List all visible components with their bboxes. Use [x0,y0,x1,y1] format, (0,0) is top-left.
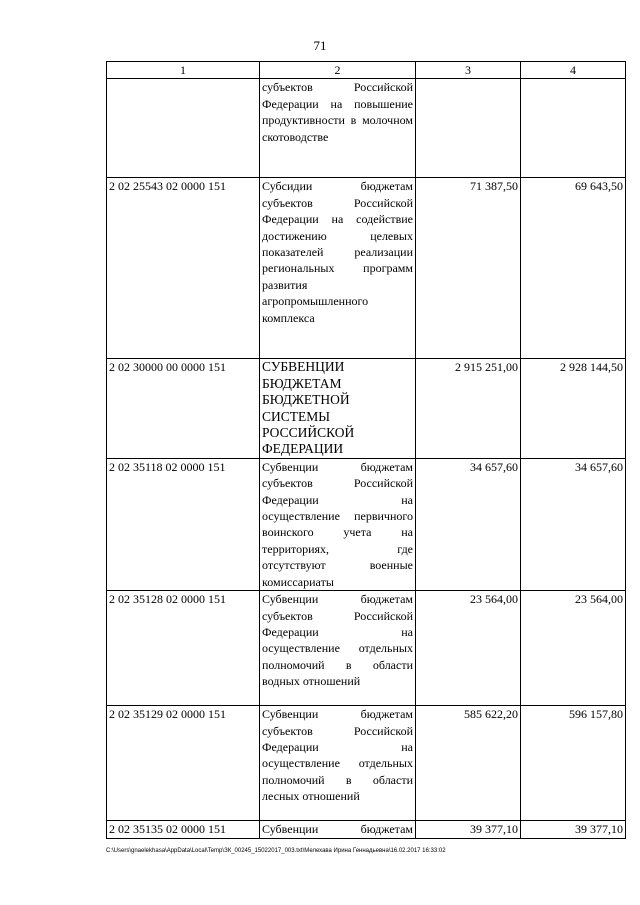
row-code: 2 02 30000 00 0000 151 [107,359,260,458]
row-code: 2 02 35118 02 0000 151 [107,458,260,590]
row-value-col4: 23 564,00 [521,591,626,706]
row-value-col4: 596 157,80 [521,706,626,821]
row-code [107,79,260,178]
row-description: Субвенции бюджетам субъектов Российской Федерации на осуществление первичного воинского учета на территориях, где отсутствуют военные комиссариаты [260,458,416,590]
row-value-col4: 39 377,10 [521,821,626,838]
row-value-col3: 2 915 251,00 [416,359,521,458]
table-row [107,359,626,458]
file-path-footer: C:\Users\gnaelekhasa\AppData\Local\Temp\ЗК_00245_15022017_003.txt\Мелехава Ирина Геннадьевна\16.02.2017 16:33:02 [106,848,446,854]
row-description: Субсидии бюджетам субъектов Российской Федерации на содействие достижению целевых показателей реализации региональных программ развития агропромышленного комплекса [260,178,416,359]
row-code: 2 02 35135 02 0000 151 [107,821,260,838]
row-description: Субвенции бюджетам субъектов Российской Федерации на осуществление отдельных полномочий в области лесных отношений [260,706,416,821]
row-value-col3: 585 622,20 [416,706,521,821]
row-value-col4: 69 643,50 [521,178,626,359]
row-value-col4 [521,79,626,178]
row-code: 2 02 25543 02 0000 151 [107,178,260,359]
row-value-col3 [416,79,521,178]
table-row [107,591,626,706]
row-value-col4: 2 928 144,50 [521,359,626,458]
row-value-col3: 34 657,60 [416,458,521,590]
row-description: СУБВЕНЦИИ БЮДЖЕТАМ БЮДЖЕТНОЙ СИСТЕМЫ РОССИЙСКОЙ ФЕДЕРАЦИИ [260,359,416,458]
row-description: Субвенции бюджетам субъектов Российской Федерации на осуществление отдельных полномочий в области водных отношений [260,591,416,706]
table-row [107,79,626,178]
column-header-4: 4 [521,62,626,79]
row-code: 2 02 35129 02 0000 151 [107,706,260,821]
row-value-col4: 34 657,60 [521,458,626,590]
column-header-3: 3 [416,62,521,79]
page-number: 71 [313,38,327,53]
column-header-2: 2 [260,62,416,79]
row-description: Субвенции бюджетам [260,821,416,838]
row-description: субъектов Российской Федерации на повышение продуктивности в молочном скотоводстве [260,79,416,178]
column-header-1: 1 [107,62,260,79]
row-value-col3: 39 377,10 [416,821,521,838]
table-row [107,706,626,821]
row-value-col3: 71 387,50 [416,178,521,359]
budget-table [106,61,626,839]
table-header-row [107,62,626,79]
table-row [107,821,626,838]
table-row [107,178,626,359]
row-value-col3: 23 564,00 [416,591,521,706]
row-code: 2 02 35128 02 0000 151 [107,591,260,706]
table-row [107,458,626,590]
